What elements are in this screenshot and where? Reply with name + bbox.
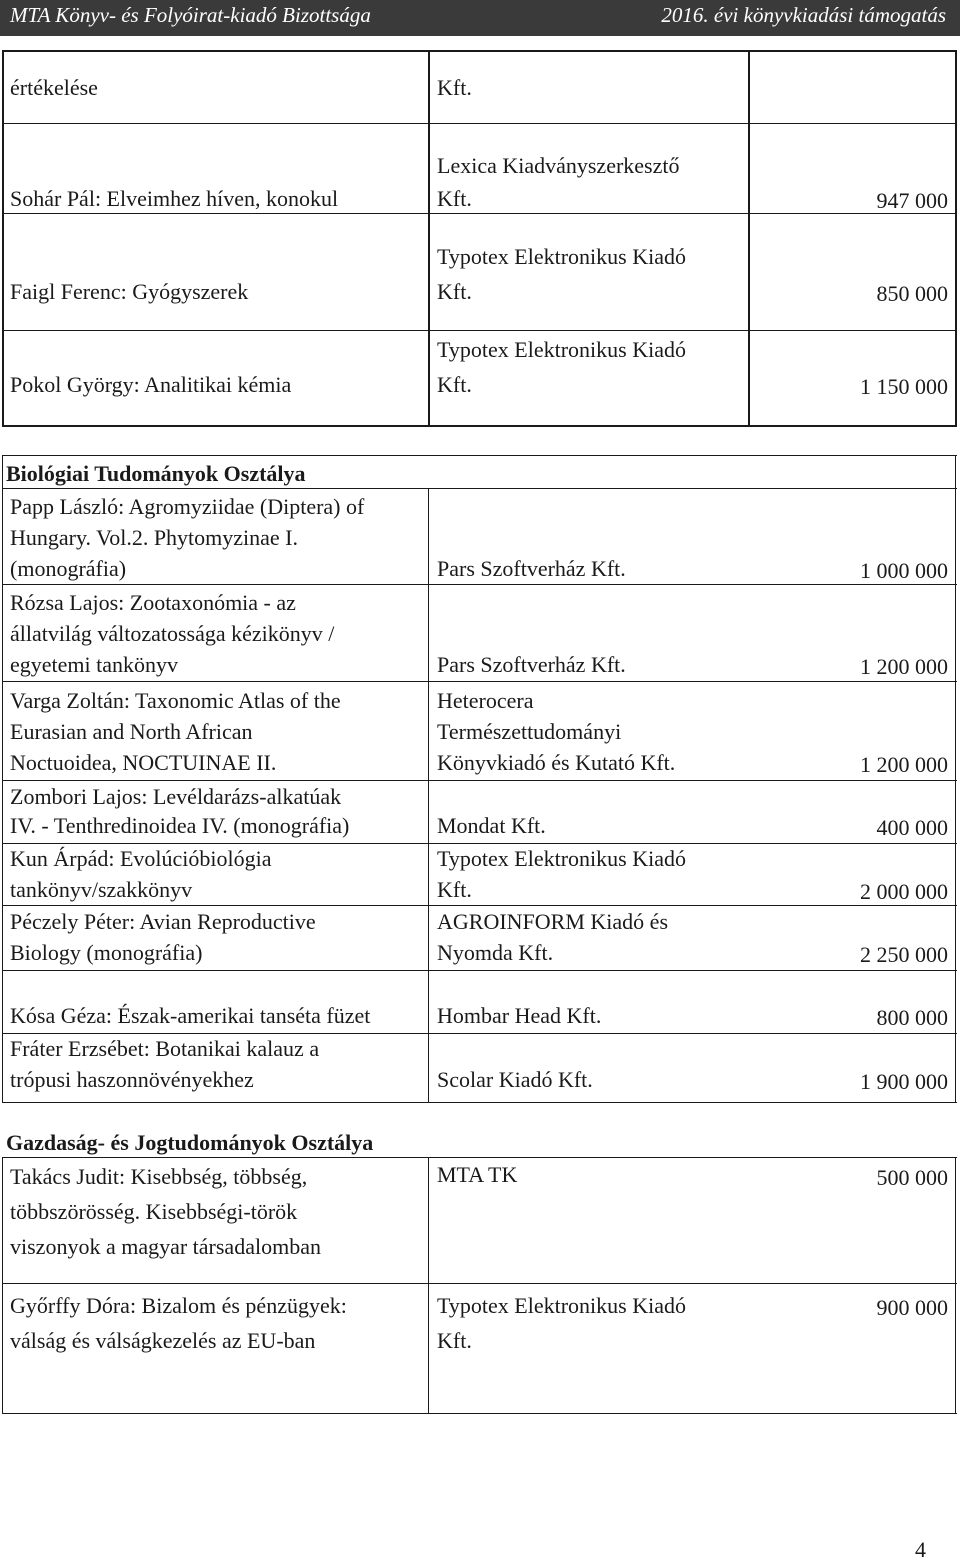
book-title: értékelése — [10, 75, 98, 100]
book-title: egyetemi tankönyv — [10, 652, 179, 677]
book-title: Győrffy Dóra: Bizalom és pénzügyek: — [10, 1293, 347, 1318]
header-left: MTA Könyv- és Folyóirat-kiadó Bizottsága — [10, 3, 371, 27]
book-title: Noctuoidea, NOCTUINAE II. — [10, 750, 277, 775]
page-number: 4 — [915, 1537, 926, 1562]
book-title: trópusi haszonnövényekhez — [10, 1067, 254, 1092]
amount: 1 150 000 — [860, 374, 948, 399]
publisher: Typotex Elektronikus Kiadó — [437, 337, 686, 362]
amount: 2 000 000 — [860, 879, 948, 904]
amount: 2 250 000 — [860, 942, 948, 967]
book-title: Varga Zoltán: Taxonomic Atlas of the — [10, 688, 341, 713]
page-header — [0, 0, 960, 36]
publisher: Hombar Head Kft. — [437, 1003, 602, 1028]
book-title: Kósa Géza: Észak-amerikai tanséta füzet — [10, 1003, 371, 1028]
amount: 400 000 — [876, 815, 948, 840]
amount: 1 900 000 — [860, 1069, 948, 1094]
book-title: Péczely Péter: Avian Reproductive — [10, 909, 316, 934]
book-title: viszonyok a magyar társadalomban — [10, 1234, 321, 1259]
book-title: Hungary. Vol.2. Phytomyzinae I. — [10, 525, 299, 550]
book-title: Pokol György: Analitikai kémia — [10, 372, 292, 397]
section-heading: Biológiai Tudományok Osztálya — [6, 461, 306, 486]
amount: 1 200 000 — [860, 654, 948, 679]
book-title: tankönyv/szakkönyv — [10, 877, 193, 902]
book-title: Papp László: Agromyziidae (Diptera) of — [10, 494, 365, 519]
book-title: Faigl Ferenc: Gyógyszerek — [10, 279, 249, 304]
book-title: válság és válságkezelés az EU-ban — [10, 1328, 316, 1353]
book-title: Sohár Pál: Elveimhez híven, konokul — [10, 186, 339, 211]
publisher: Typotex Elektronikus Kiadó — [437, 244, 686, 269]
book-title: Kun Árpád: Evolúcióbiológia — [10, 846, 272, 871]
book-title: Zombori Lajos: Levéldarázs-alkatúak — [10, 784, 342, 809]
publisher: Pars Szoftverház Kft. — [437, 652, 626, 677]
amount: 900 000 — [876, 1295, 948, 1320]
book-title: Rózsa Lajos: Zootaxonómia - az — [10, 590, 296, 615]
publisher: Heterocera — [437, 688, 534, 713]
publisher: MTA TK — [437, 1162, 518, 1187]
publisher: Kft. — [437, 186, 472, 211]
publisher: Mondat Kft. — [437, 813, 546, 838]
amount: 800 000 — [876, 1005, 948, 1030]
publisher: Kft. — [437, 279, 472, 304]
amount: 947 000 — [876, 188, 948, 213]
book-title: Fráter Erzsébet: Botanikai kalauz a — [10, 1036, 320, 1061]
publisher: Könyvkiadó és Kutató Kft. — [437, 750, 676, 775]
publisher: Pars Szoftverház Kft. — [437, 556, 626, 581]
publisher: Nyomda Kft. — [437, 940, 554, 965]
amount: 1 000 000 — [860, 558, 948, 583]
publisher: Kft. — [437, 877, 472, 902]
section-heading: Gazdaság- és Jogtudományok Osztálya — [6, 1130, 374, 1155]
publisher: AGROINFORM Kiadó és — [437, 909, 668, 934]
book-title: állatvilág változatossága kézikönyv / — [10, 621, 335, 646]
book-title: (monográfia) — [10, 556, 127, 581]
amount: 1 200 000 — [860, 752, 948, 777]
publisher: Typotex Elektronikus Kiadó — [437, 1293, 686, 1318]
book-title: Biology (monográfia) — [10, 940, 203, 965]
publisher: Kft. — [437, 372, 472, 397]
amount: 500 000 — [876, 1165, 948, 1190]
publisher: Scolar Kiadó Kft. — [437, 1067, 593, 1092]
book-title: többszörösség. Kisebbségi-török — [10, 1199, 298, 1224]
amount: 850 000 — [876, 281, 948, 306]
publisher: Kft. — [437, 75, 472, 100]
publisher: Typotex Elektronikus Kiadó — [437, 846, 686, 871]
publisher: Lexica Kiadványszerkesztő — [437, 153, 680, 178]
header-right: 2016. évi könyvkiadási támogatás — [661, 3, 946, 27]
publisher: Kft. — [437, 1328, 472, 1353]
book-title: Eurasian and North African — [10, 719, 253, 744]
book-title: Takács Judit: Kisebbség, többség, — [10, 1164, 308, 1189]
book-title: IV. - Tenthredinoidea IV. (monográfia) — [10, 813, 350, 838]
publisher: Természettudományi — [437, 719, 622, 744]
